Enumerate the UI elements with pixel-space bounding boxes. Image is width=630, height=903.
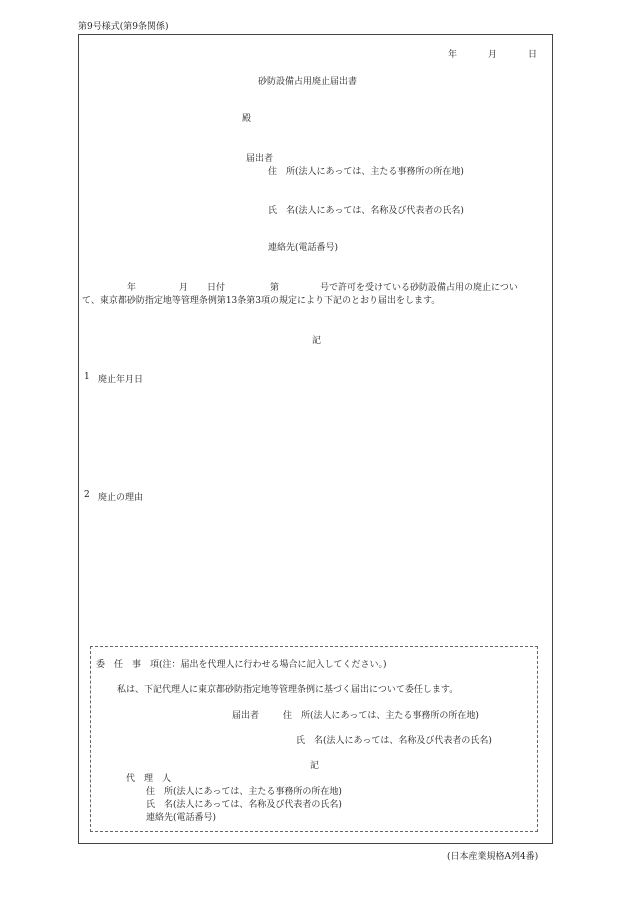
item-1-number: 1 <box>84 372 90 382</box>
applicant-address: 住 所(法人にあっては、主たる事務所の所在地) <box>268 167 464 177</box>
applicant-label: 届出者 <box>246 154 274 164</box>
delegation-name: 氏 名(法人にあっては、名称及び代表者の氏名) <box>296 736 492 746</box>
delegation-statement: 私は、下記代理人に東京都砂防指定地等管理条例に基づく届出について委任します。 <box>117 685 459 695</box>
body-line2: て、東京都砂防指定地等管理条例第13条第3項の規定により下記のとおり届出をします。 <box>82 296 441 306</box>
applicant-name: 氏 名(法人にあっては、名称及び代表者の氏名) <box>268 206 464 216</box>
date-day: 日 <box>528 50 538 60</box>
delegation-applicant-label: 届出者 <box>232 711 260 721</box>
body-dai: 第 <box>270 283 280 293</box>
item-2-label: 廃止の理由 <box>98 493 144 503</box>
date-month: 月 <box>488 50 498 60</box>
date-year: 年 <box>448 50 458 60</box>
ki-mark: 記 <box>312 336 322 346</box>
delegation-header: 委 任 事 項(注：届出を代理人に行わせる場合に記入してください。) <box>96 660 387 670</box>
item-2-number: 2 <box>84 490 90 500</box>
applicant-contact: 連絡先(電話番号) <box>268 243 339 253</box>
document-title: 砂防設備占用廃止届出書 <box>258 77 358 87</box>
footer-note: (日本産業規格A列4番) <box>447 852 539 862</box>
body-day-ref: 日付 <box>207 283 226 293</box>
delegation-ki-mark: 記 <box>310 761 320 771</box>
addressee-suffix: 殿 <box>242 114 252 124</box>
agent-name: 氏 名(法人にあっては、名称及び代表者の氏名) <box>146 800 342 810</box>
agent-address: 住 所(法人にあっては、主たる事務所の所在地) <box>146 787 342 797</box>
agent-label: 代 理 人 <box>126 774 172 784</box>
item-1-label: 廃止年月日 <box>98 375 144 385</box>
body-month: 月 <box>179 283 189 293</box>
body-year: 年 <box>127 283 137 293</box>
agent-contact: 連絡先(電話番号) <box>146 813 217 823</box>
form-label: 第9号様式(第9条関係) <box>78 22 169 32</box>
body-line1-rest: 号で許可を受けている砂防設備占用の廃止につい <box>320 283 518 293</box>
delegation-address: 住 所(法人にあっては、主たる事務所の所在地) <box>283 711 479 721</box>
